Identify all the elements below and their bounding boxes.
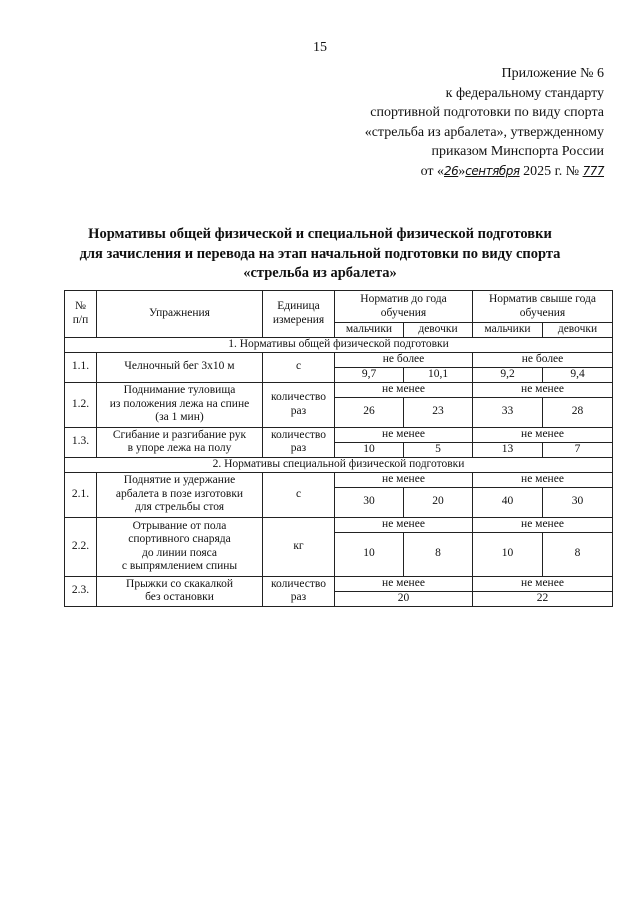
value-cell: 10,1: [404, 367, 473, 382]
appendix-line: спортивной подготовки по виду спорта: [370, 105, 604, 120]
value-cell: 10: [335, 442, 404, 457]
condition: не менее: [473, 427, 613, 442]
row-unit: количество раз: [263, 382, 335, 427]
header-boys: мальчики: [473, 323, 543, 338]
value-cell: 22: [473, 591, 613, 606]
value-cell: 9,7: [335, 367, 404, 382]
date-day: 26: [444, 163, 459, 178]
header-unit: Единица измерения: [263, 291, 335, 338]
row-num: 1.3.: [65, 427, 97, 457]
condition: не менее: [335, 427, 473, 442]
page-number: 15: [313, 40, 327, 55]
row-exercise: Отрывание от пола спортивного снаряда до линии пояса с выпрямлением спины: [97, 517, 263, 576]
condition: не менее: [473, 517, 613, 532]
value-cell: 30: [543, 487, 613, 517]
condition: не менее: [473, 576, 613, 591]
row-exercise: Сгибание и разгибание рук в упоре лежа на полу: [97, 427, 263, 457]
appendix-line: приказом Минспорта России: [431, 144, 604, 159]
date-month: сентября: [465, 163, 520, 178]
row-unit: количество раз: [263, 427, 335, 457]
appendix-date-line: [304, 162, 604, 182]
appendix-block: [304, 64, 604, 181]
row-unit: количество раз: [263, 576, 335, 606]
heading-line: для зачисления и перевода на этап начальной подготовки по виду спорта: [79, 245, 561, 262]
row-exercise: Поднятие и удержание арбалета в позе изготовки для стрельбы стоя: [97, 472, 263, 517]
row-unit: кг: [263, 517, 335, 576]
condition: не менее: [335, 382, 473, 397]
date-prefix: от «: [420, 163, 444, 179]
header-girls: девочки: [543, 323, 613, 338]
condition: не менее: [473, 472, 613, 487]
appendix-line: «стрельба из арбалета», утвержденному: [364, 124, 604, 140]
heading-line: Нормативы общей физической и специальной физической подготовки: [88, 226, 552, 242]
value-cell: 9,4: [543, 367, 613, 382]
header-norm-over-year: Норматив свыше года обучения: [473, 291, 613, 323]
value-cell: 10: [473, 532, 543, 576]
value-cell: 23: [404, 397, 473, 427]
value-cell: 26: [335, 397, 404, 427]
row-unit: с: [263, 472, 335, 517]
row-num: 1.2.: [65, 382, 97, 427]
date-year: 2025 г. №: [523, 163, 580, 179]
section-title: 1. Нормативы общей физической подготовки: [65, 337, 613, 352]
condition: не менее: [335, 517, 473, 532]
value-cell: 33: [473, 397, 543, 427]
header-exercise: Упражнения: [97, 291, 263, 338]
value-cell: 7: [543, 442, 613, 457]
row-exercise: Поднимание туловища из положения лежа на спине (за 1 мин): [97, 382, 263, 427]
value-cell: 40: [473, 487, 543, 517]
value-cell: 5: [404, 442, 473, 457]
condition: не более: [335, 352, 473, 367]
document-heading: [40, 225, 600, 284]
heading-line: «стрельба из арбалета»: [243, 265, 397, 281]
row-exercise: Прыжки со скакалкой без остановки: [97, 576, 263, 606]
appendix-line: к федеральному стандарту: [445, 85, 604, 101]
row-num: 2.1.: [65, 472, 97, 517]
header-norm-to-year: Норматив до года обучения: [335, 291, 473, 323]
row-unit: с: [263, 352, 335, 382]
value-cell: 20: [335, 591, 473, 606]
order-number: 777: [582, 163, 604, 178]
value-cell: 13: [473, 442, 543, 457]
value-cell: 8: [543, 532, 613, 576]
value-cell: 9,2: [473, 367, 543, 382]
row-num: 1.1.: [65, 352, 97, 382]
row-num: 2.2.: [65, 517, 97, 576]
value-cell: 30: [335, 487, 404, 517]
row-num: 2.3.: [65, 576, 97, 606]
header-boys: мальчики: [335, 323, 404, 338]
condition: не менее: [473, 382, 613, 397]
condition: не более: [473, 352, 613, 367]
header-num: № п/п: [65, 291, 97, 338]
row-exercise: Челночный бег 3x10 м: [97, 352, 263, 382]
condition: не менее: [335, 472, 473, 487]
appendix-line: Приложение № 6: [501, 66, 604, 81]
value-cell: 8: [404, 532, 473, 576]
norms-table: [64, 290, 613, 607]
value-cell: 10: [335, 532, 404, 576]
section-title: 2. Нормативы специальной физической подготовки: [65, 457, 613, 472]
value-cell: 28: [543, 397, 613, 427]
condition: не менее: [335, 576, 473, 591]
value-cell: 20: [404, 487, 473, 517]
date-mid: »: [458, 163, 466, 179]
header-girls: девочки: [404, 323, 473, 338]
